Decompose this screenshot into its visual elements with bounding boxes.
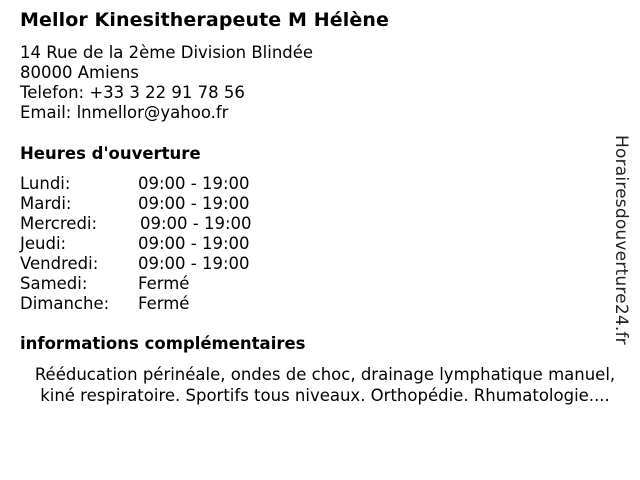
hours-time: 09:00 - 19:00 <box>138 254 250 273</box>
hours-row-wednesday <box>20 214 280 234</box>
address-line-city: 80000 Amiens <box>20 63 139 82</box>
business-name: Mellor Kinesitherapeute M Hélène <box>20 9 389 31</box>
contact-block <box>20 43 313 123</box>
hours-day: Lundi: <box>20 174 71 193</box>
hours-day: Samedi: <box>20 274 88 293</box>
site-watermark: Horairesdouverture24.fr <box>611 135 631 345</box>
hours-row-saturday <box>20 274 280 294</box>
hours-time: 09:00 - 19:00 <box>138 174 250 193</box>
phone-line: Telefon: +33 3 22 91 78 56 <box>20 83 245 102</box>
hours-day: Mardi: <box>20 194 72 213</box>
hours-time: Fermé <box>138 274 190 293</box>
email-line: Email: lnmellor@yahoo.fr <box>20 103 229 122</box>
hours-heading: Heures d'ouverture <box>20 144 201 163</box>
hours-time: 09:00 - 19:00 <box>138 234 250 253</box>
hours-day: Dimanche: <box>20 294 110 313</box>
hours-time: 09:00 - 19:00 <box>138 194 250 213</box>
hours-row-friday <box>20 254 280 274</box>
opening-hours-list <box>20 174 280 314</box>
address-line-street: 14 Rue de la 2ème Division Blindée <box>20 43 314 62</box>
info-heading: informations complémentaires <box>20 334 306 353</box>
hours-day: Vendredi: <box>20 254 99 273</box>
info-description: Rééducation périnéale, ondes de choc, drainage lymphatique manuel, kiné respiratoire. Sportifs tous niveaux. Orthopédie. Rhumatologie.... <box>34 365 616 405</box>
hours-row-tuesday <box>20 194 280 214</box>
hours-time: 09:00 - 19:00 <box>140 214 252 233</box>
hours-row-sunday <box>20 294 280 314</box>
hours-row-thursday <box>20 234 280 254</box>
hours-time: Fermé <box>138 294 190 313</box>
hours-day: Jeudi: <box>20 234 67 253</box>
hours-day: Mercredi: <box>20 214 98 233</box>
hours-row-monday <box>20 174 280 194</box>
